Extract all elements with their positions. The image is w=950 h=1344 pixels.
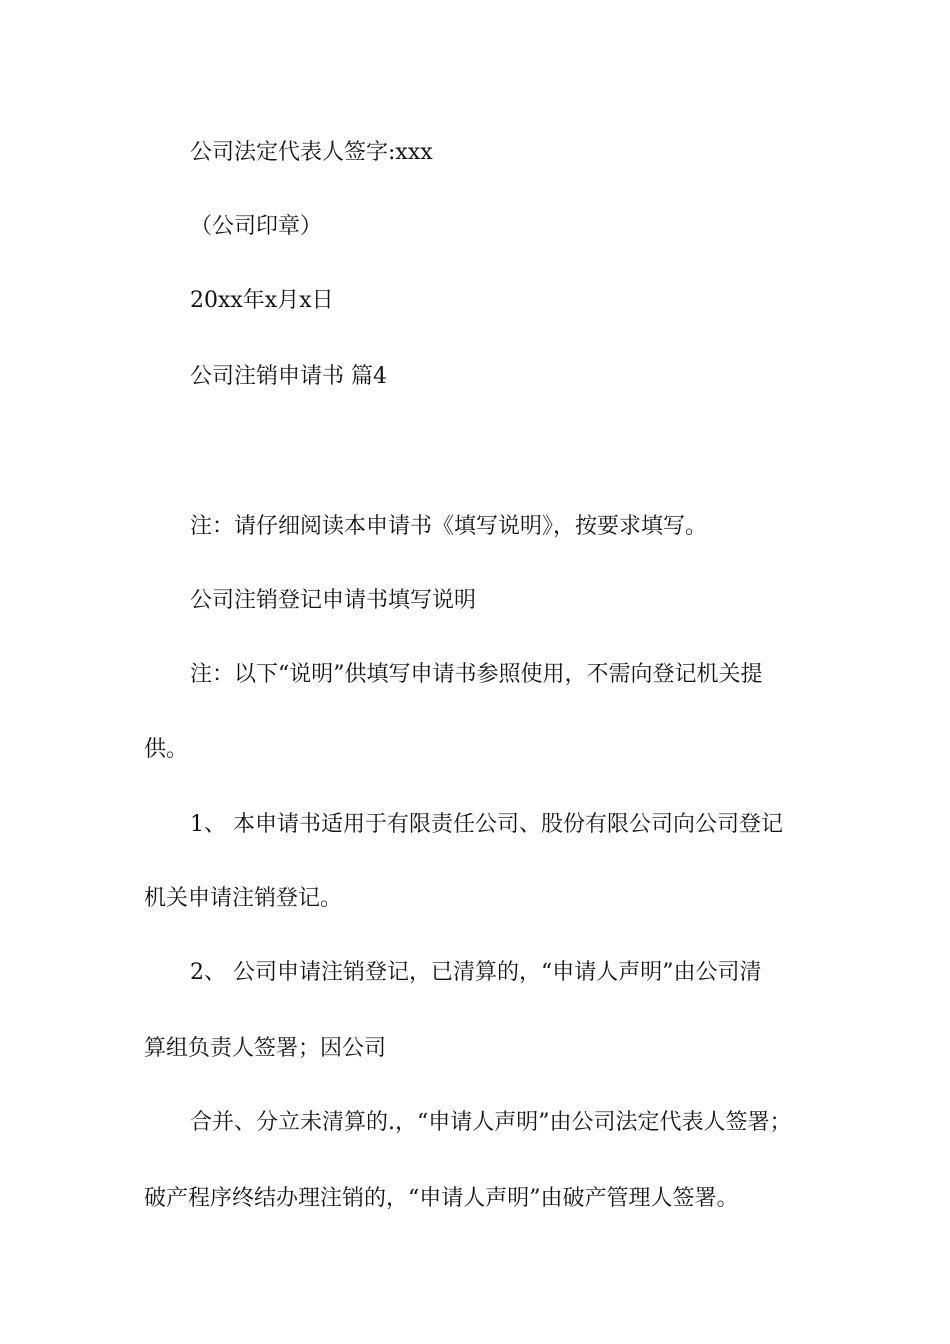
paragraph-line: 1、 本申请书适用于有限责任公司、股份有限公司向公司登记 — [190, 812, 783, 837]
paragraph-line: 供。 — [144, 737, 189, 762]
paragraph-line: 2、 公司申请注销登记，已清算的，“申请人声明”由公司清 — [190, 960, 762, 985]
section-title: 公司注销申请书 篇4 — [190, 364, 387, 389]
paragraph-line: 注：以下“说明”供填写申请书参照使用，不需向登记机关提 — [190, 662, 763, 687]
seal-line: （公司印章） — [190, 214, 323, 239]
date-line: 20xx年x月x日 — [190, 288, 334, 313]
signature-line: 公司法定代表人签字:xxx — [190, 140, 433, 165]
paragraph-line: 机关申请注销登记。 — [144, 886, 343, 911]
paragraph-line: 合并、分立未清算的.，“申请人声明”由公司法定代表人签署； — [190, 1110, 792, 1135]
instructions-heading: 公司注销登记申请书填写说明 — [190, 588, 477, 613]
paragraph-line: 算组负责人签署；因公司 — [144, 1036, 387, 1061]
note-paragraph: 注：请仔细阅读本申请书《填写说明》，按要求填写。 — [190, 514, 708, 539]
paragraph-line: 破产程序终结办理注销的，“申请人声明”由破产管理人签署。 — [144, 1186, 739, 1211]
